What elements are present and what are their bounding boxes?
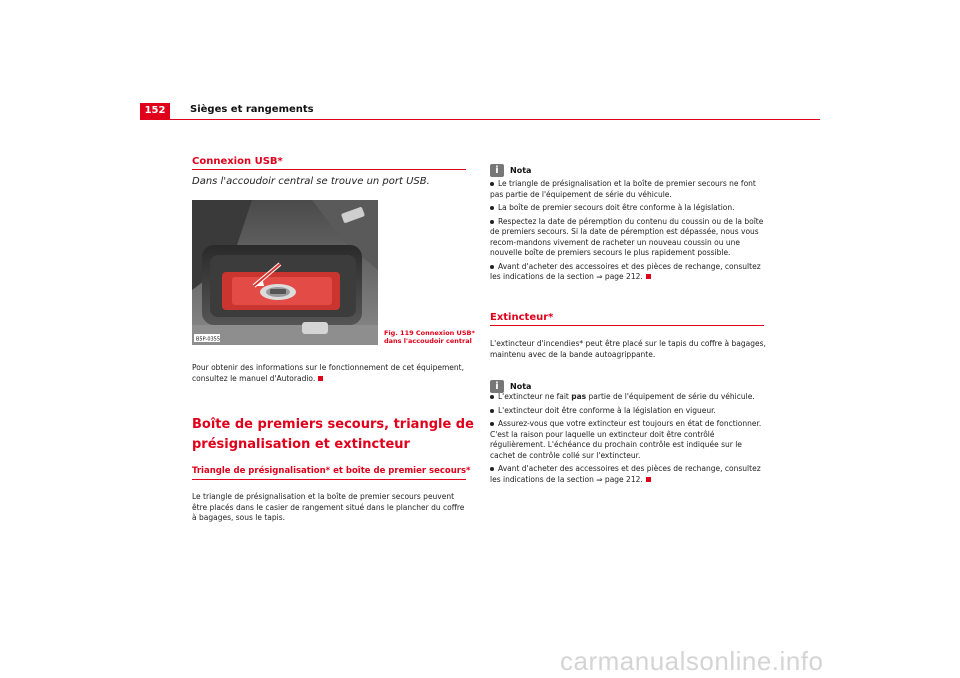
end-mark: [318, 376, 323, 381]
figure-caption-line1: Fig. 119 Connexion USB*: [384, 329, 475, 337]
extincteur-heading: Extincteur*: [490, 312, 554, 323]
usb-intro: Dans l'accoudoir central se trouve un port USB.: [192, 176, 430, 187]
nota1-list: [490, 176, 766, 283]
image-code: B5P-0355: [196, 336, 221, 343]
end-mark: [646, 274, 651, 279]
triangle-subheading-rule: [192, 479, 466, 480]
end-mark: [646, 477, 651, 482]
list-item: L'extincteur doit être conforme à la législation en vigueur.: [490, 406, 766, 417]
list-item: [490, 464, 766, 485]
bullet-dot: [490, 467, 494, 471]
first-aid-heading-line1: Boîte de premiers secours, triangle de: [192, 417, 474, 432]
watermark: carmanualsonline.info: [560, 646, 824, 676]
page-reference[interactable]: Avant d'acheter des accessoires et des pièces de rechange, consultez les indications de la section ⇒ page 212.: [490, 261, 761, 281]
section-title: Sièges et rangements: [190, 104, 314, 115]
list-item: La boîte de premier secours doit être conforme à la législation.: [490, 203, 766, 214]
usb-armrest-figure: [192, 200, 378, 345]
bullet-dot: [490, 395, 494, 399]
list-item: [490, 262, 766, 283]
header-divider: [140, 119, 820, 120]
page-number: 152: [140, 103, 170, 119]
first-aid-body: Le triangle de présignalisation et la boîte de premier secours peuvent être placés dans le casier de rangement situé dans le plancher du coffre à bagages, sous le tapis.: [192, 492, 465, 522]
usb-heading-rule: [192, 169, 466, 170]
bullet-dot: [490, 265, 494, 269]
info-icon: i: [490, 164, 504, 177]
nota1-label: Nota: [510, 166, 532, 175]
triangle-subheading: Triangle de présignalisation* et boîte de premier secours*: [192, 466, 471, 476]
bullet-dot: [490, 220, 494, 224]
list-item: Le triangle de présignalisation et la boîte de premier secours ne font pas partie de l'équipement de série du véhicule.: [490, 179, 756, 199]
first-aid-heading-line2: présignalisation et extincteur: [192, 437, 410, 452]
bullet-dot: [490, 422, 494, 426]
info-icon: i: [490, 380, 504, 393]
usb-body-text: Pour obtenir des informations sur le fonctionnement de cet équipement, consultez le manuel d'Autoradio.: [192, 363, 464, 383]
bullet-dot: [490, 409, 494, 413]
figure-caption: [384, 329, 475, 345]
list-item: Respectez la date de péremption du contenu du coussin ou de la boîte de premiers secours. Si la date de péremption est dépassée, nous vous recom-mandons vivement de racheter un nouveau coussin ou une nouvelle boîte de premiers secours le plus rapidement possible.: [490, 216, 764, 257]
bullet-dot: [490, 206, 494, 210]
usb-armrest-photo: [192, 200, 378, 345]
extincteur-heading-rule: [490, 325, 764, 326]
page-reference[interactable]: Avant d'acheter des accessoires et des pièces de rechange, consultez les indications de la section ⇒ page 212.: [490, 464, 761, 484]
first-aid-heading: [192, 415, 492, 455]
usb-heading: Connexion USB*: [192, 156, 283, 167]
nota2-label: Nota: [510, 382, 532, 391]
figure-caption-line2: dans l'accoudoir central: [384, 337, 472, 345]
list-item: L'extincteur ne fait pas partie de l'équipement de série du véhicule.: [490, 392, 766, 403]
nota2-list: [490, 389, 766, 485]
usb-body: [192, 363, 468, 384]
extincteur-body: L'extincteur d'incendies* peut être placé sur le tapis du coffre à bagages, maintenu avec de la bande autoagrippante.: [490, 339, 766, 359]
list-item: Assurez-vous que votre extincteur est toujours en état de fonctionner. C'est la raison pour laquelle un extincteur doit être contrôlé régulièrement. L'échéance du prochain contrôle est indiquée sur le cachet de contrôle collé sur l'extincteur.: [490, 419, 762, 460]
bullet-dot: [490, 182, 494, 186]
